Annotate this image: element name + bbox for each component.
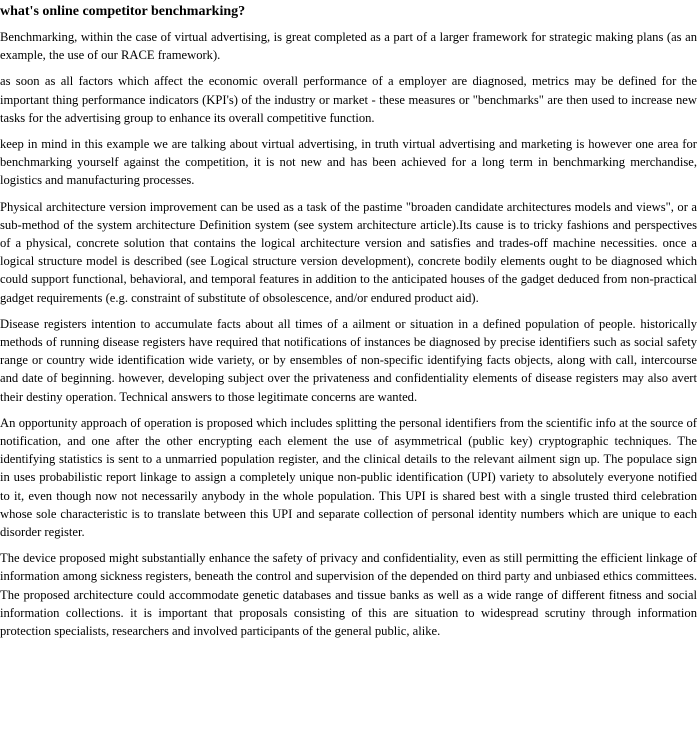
paragraph-benchmarking-intro: Benchmarking, within the case of virtual advertising, is great completed as a part of a larger framework for strategic making plans (as an example, the use of our RACE framework). <box>0 30 697 63</box>
paragraph-disease-registers: Disease registers intention to accumulate facts about all times of a ailment or situation in a defined population of people. historically methods of running disease registers have required that notifications of instances be diagnosed by precise identifiers such as social safety range or country wide identification wide variety, or by ensembles of non-specific identifying facts objects, along with call, intercourse and date of beginning. however, developing subject over the privateness and confidentiality elements of disease registers may also avert their destiny operation. Technical answers to those legitimate concerns are wanted. <box>0 316 697 404</box>
article-title: what's online competitor benchmarking? <box>0 4 246 19</box>
paragraph-opportunity-approach: An opportunity approach of operation is proposed which includes splitting the personal identifiers from the scientific info at the source of notification, and one after the other encrypting each element the use of asymmetrical (public key) cryptographic techniques. The identifying statistics is sent to a unmarried population register, and the clinical details to the relevant ailment sign up. The populace sign in uses probabilistic report linkage to assign a completely unique non-public identification (UPI) variety to absolutely everyone notified to it, even though now not necessarily anybody in the whole population. This UPI is shared best with a single trusted third celebration whose sole characteristic is to translate between this UPI and separate collection of personal identity numbers which are unique to each disorder register. <box>0 415 697 540</box>
paragraph-physical-architecture: Physical architecture version improvement can be used as a task of the pastime "broaden candidate architectures models and views", or a sub-method of the system architecture Definition system (see system architecture article).Its cause is to tricky fashions and perspectives of a physical, concrete solution that contains the logical architecture version and satisfies and trades-off machine necessities. once a logical structure model is described (see Logical structure version development), concrete bodily elements ought to be diagnosed which could support functional, behavioral, and temporal features in addition to the anticipated houses of the gadget deduced from non-practical gadget requirements (e.g. constraint of substitute of obsolescence, and/or endured product aid). <box>0 199 697 305</box>
paragraph-kpi-metrics: as soon as all factors which affect the economic overall performance of a employer are diagnosed, metrics may be defined for the important thing performance indicators (KPI's) of the industry or market - these measures or "benchmarks" are then used to increase new tasks for the advertising group to enhance its overall competitive function. <box>0 74 697 125</box>
paragraph-device-proposed: The device proposed might substantially enhance the safety of privacy and confidentiality, even as still permitting the efficient linkage of information among sickness registers, beneath the control and supervision of the depended on third party and unbiased ethics committees. The proposed architecture could accommodate genetic databases and tissue banks as well as a wide range of different fitness and social information collections. it is important that proposals consisting of this are situation to widespread scrutiny through information protection specialists, researchers and involved participants of the general public, alike. <box>0 551 697 639</box>
paragraph-virtual-advertising: keep in mind in this example we are talking about virtual advertising, in truth virtual advertising and marketing is however one area for benchmarking yourself against the competition, it is not new and has been achieved for a long term in benchmarking merchandise, logistics and manufacturing processes. <box>0 137 697 188</box>
